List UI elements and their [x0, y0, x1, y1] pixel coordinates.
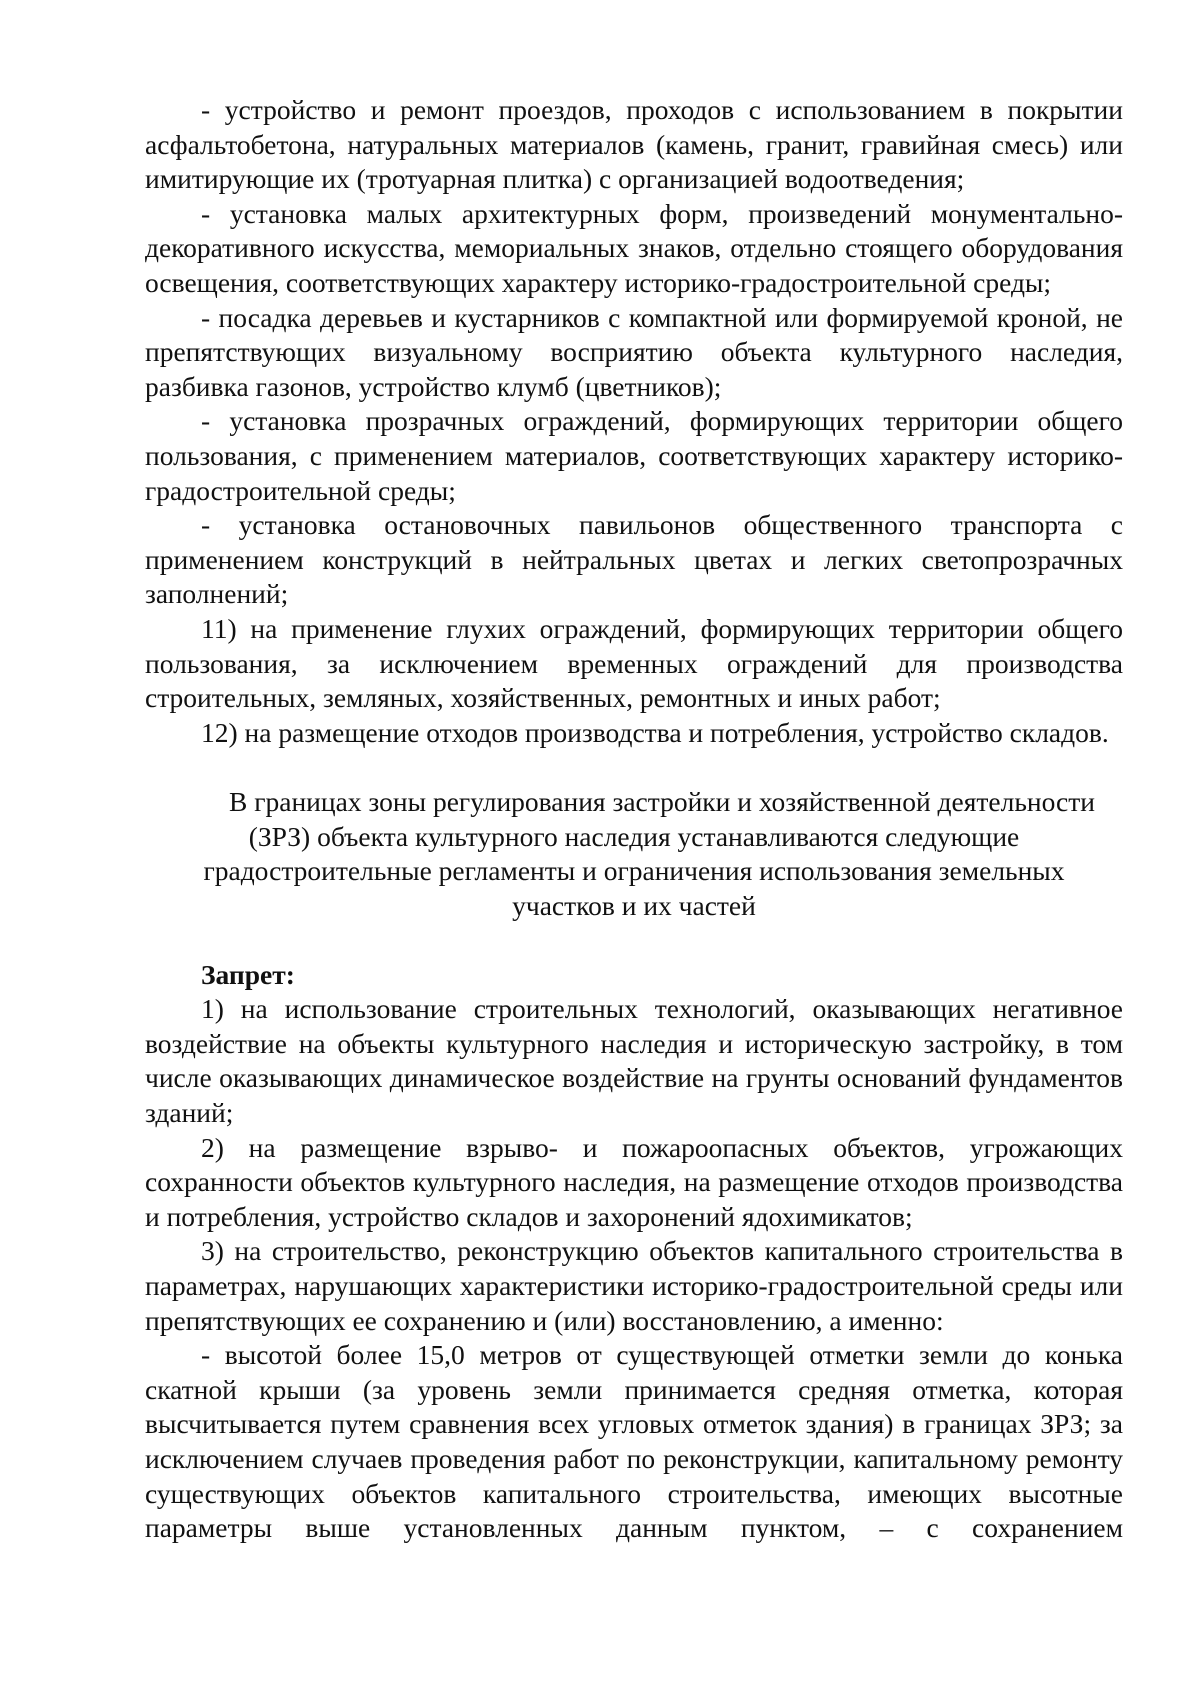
- paragraph-item-12: 12) на размещение отходов производства и потребления, устройство складов.: [201, 716, 1109, 748]
- section-heading-line-2: (ЗРЗ) объекта культурного наследия устанавливаются следующие: [248, 820, 1020, 852]
- paragraph-small-architectural-forms: - установка малых архитектурных форм, произведений монументально-декоративного искусства, мемориальных знаков, отдельно стоящего оборудования освещения, соответствующих характеру историко-градостроительной среды;: [145, 197, 1123, 298]
- section-heading-line-1: В границах зоны регулирования застройки и хозяйственной деятельности: [229, 786, 1095, 818]
- paragraph-tree-planting: - посадка деревьев и кустарников с компактной или формируемой кроной, не препятствующих визуальному восприятию объекта культурного наследия, разбивка газонов, устройство клумб (цветников);: [145, 301, 1123, 402]
- prohibition-label: Запрет:: [201, 958, 295, 990]
- document-body: [145, 93, 1123, 1546]
- paragraph-driveways: - устройство и ремонт проездов, проходов с использованием в покрытии асфальтобетона, натуральных материалов (камень, гранит, гравийная смесь) или имитирующие их (тротуарная плитка) с организацией водоотведения;: [145, 94, 1123, 195]
- paragraph-item-2: 2) на размещение взрыво- и пожароопасных объектов, угрожающих сохранности объектов культурного наследия, на размещение отходов производства и потребления, устройство складов и захоронений ядохимикатов;: [145, 1131, 1123, 1232]
- paragraph-transparent-fences: - установка прозрачных ограждений, формирующих территории общего пользования, с применением материалов, соответствующих характеру историко-градостроительной среды;: [145, 405, 1123, 506]
- paragraph-item-3: 3) на строительство, реконструкцию объектов капитального строительства в параметрах, нарушающих характеристики историко-градостроительной среды или препятствующих ее сохранению и (или) восстановлению, а именно:: [145, 1235, 1123, 1336]
- paragraph-item-1: 1) на использование строительных технологий, оказывающих негативное воздействие на объекты культурного наследия и историческую застройку, в том числе оказывающих динамическое воздействие на грунты оснований фундаментов зданий;: [145, 993, 1123, 1129]
- section-heading-line-4: участков и их частей: [512, 890, 756, 922]
- paragraph-item-11: 11) на применение глухих ограждений, формирующих территории общего пользования, за исключением временных ограждений для производства строительных, земляных, хозяйственных, ремонтных и иных работ;: [145, 612, 1123, 714]
- paragraph-height-limit: - высотой более 15,0 метров от существующей отметки земли до конька скатной крыши (за уровень земли принимается средняя отметка, которая высчитывается путем сравнения всех угловых отметок здания) в границах ЗРЗ; за исключением случаев проведения работ по реконструкции, капитальному ремонту существующих объектов капитального строительства, имеющих высотные параметры выше установленных данным пунктом, – с сохранением: [145, 1339, 1123, 1544]
- section-heading-line-3: градостроительные регламенты и ограничения использования земельных: [203, 855, 1065, 887]
- paragraph-transit-pavilions: - установка остановочных павильонов общественного транспорта с применением конструкций в нейтральных цветах и легких светопрозрачных заполнений;: [145, 509, 1123, 610]
- section-heading: [145, 785, 1123, 923]
